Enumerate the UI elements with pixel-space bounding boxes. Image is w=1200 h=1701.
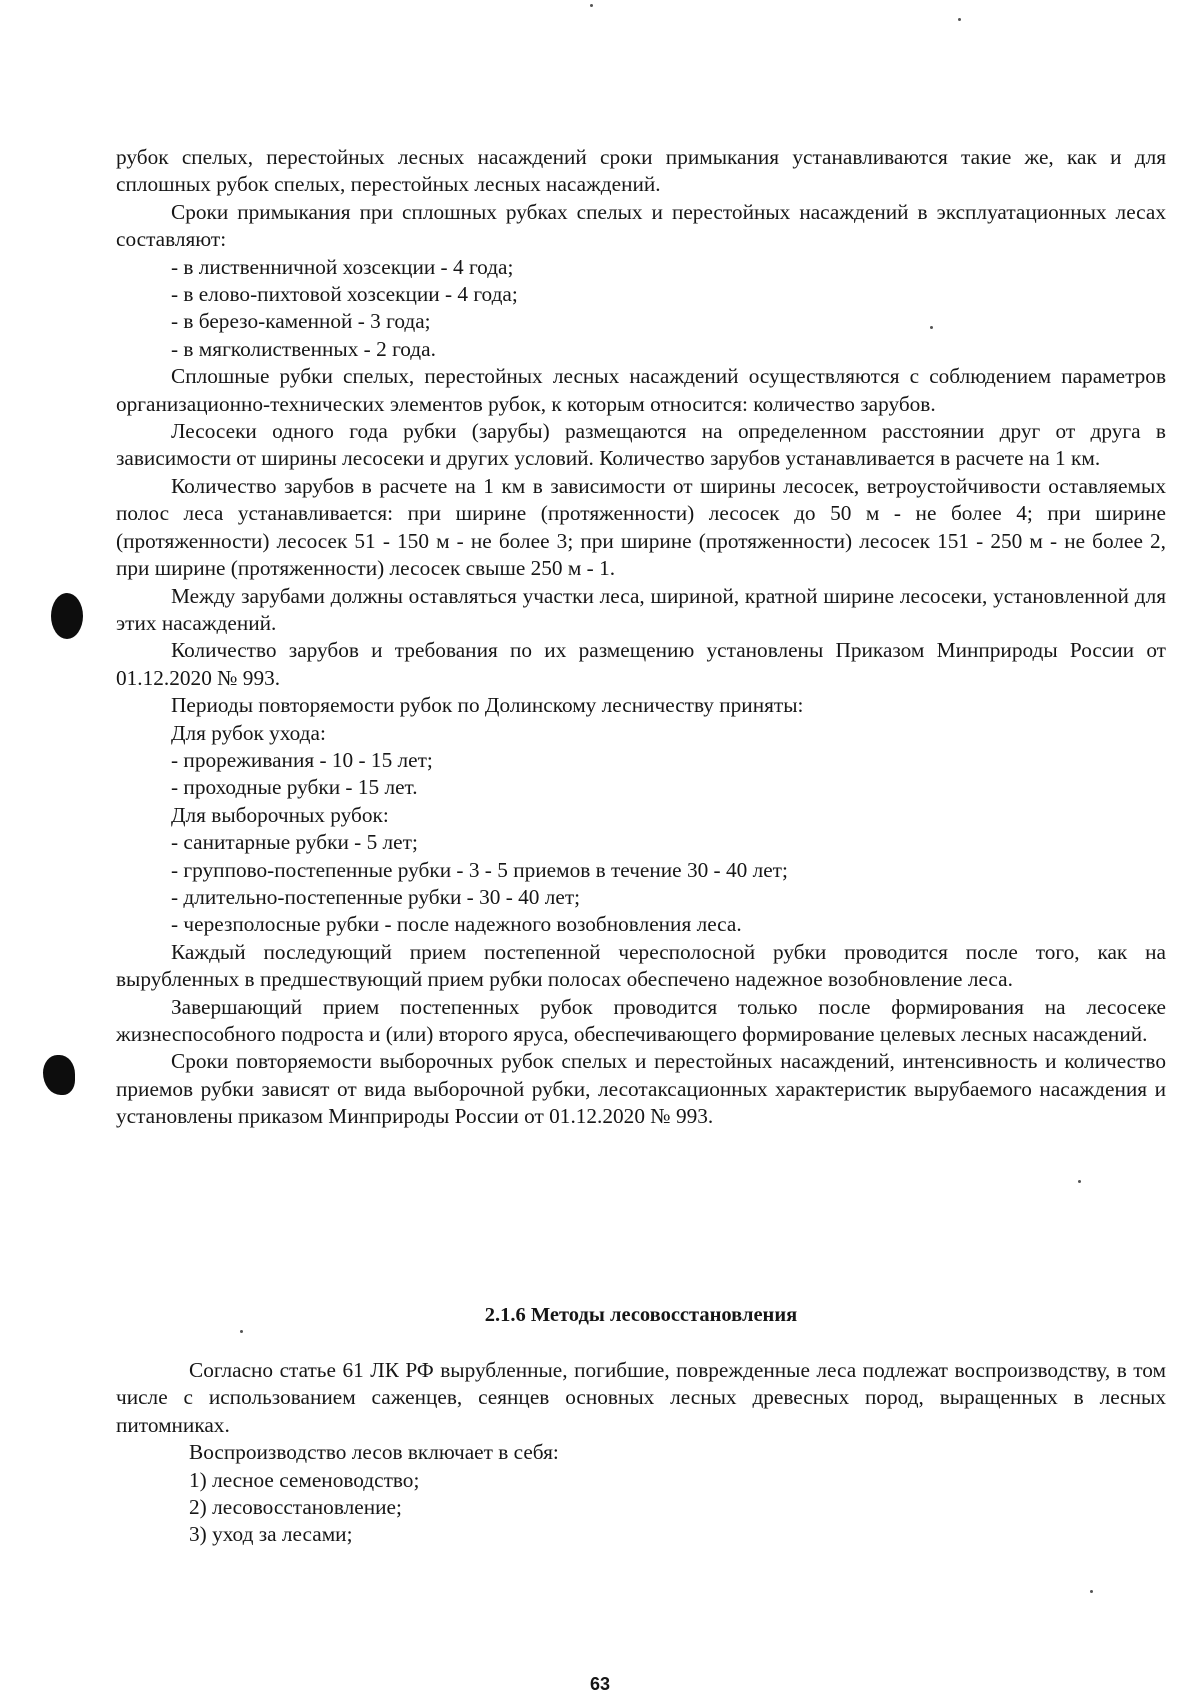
body-text-block (116, 144, 1166, 1131)
scan-speck (240, 1330, 243, 1333)
scan-speck (1078, 1180, 1081, 1183)
list-item: 2) лесовосстановление; (189, 1495, 402, 1520)
paragraph: Между зарубами должны оставляться участки леса, шириной, кратной ширине лесосеки, установленной для этих насаждений. (116, 583, 1166, 635)
page-number: 63 (589, 1674, 611, 1694)
paragraph: Сплошные рубки спелых, перестойных лесных насаждений осуществляются с соблюдением параметров организационно-технических элементов рубок, к которым относится: количество зарубов. (116, 364, 1166, 416)
list-item: - в лиственничной хозсекции - 4 года; (171, 254, 514, 279)
scan-speck (590, 4, 593, 7)
list-item: - группово-постепенные рубки - 3 - 5 приемов в течение 30 - 40 лет; (171, 857, 788, 882)
list-item: 1) лесное семеноводство; (189, 1467, 420, 1492)
scan-speck (958, 18, 961, 21)
list-item: - черезполосные рубки - после надежного возобновления леса. (171, 912, 742, 937)
section-heading: 2.1.6 Методы лесовосстановления (484, 1304, 798, 1326)
list-item: Воспроизводство лесов включает в себя: (189, 1440, 559, 1465)
paragraph: Количество зарубов и требования по их размещению установлены Приказом Минприроды России от 01.12.2020 № 993. (116, 638, 1166, 690)
punch-hole-mark (51, 593, 83, 639)
paragraph: Каждый последующий прием постепенной чересполосной рубки проводится после того, как на вырубленных в предшествующий прием рубки полосах обеспечено надежное возобновление леса. (116, 939, 1166, 992)
list-item: - в елово-пихтовой хозсекции - 4 года; (171, 282, 518, 307)
list-item: - санитарные рубки - 5 лет; (171, 830, 418, 855)
list-item: - прореживания - 10 - 15 лет; (171, 747, 433, 772)
list-item: - в мягколиственных - 2 года. (171, 336, 436, 361)
list-item: - в березо-каменной - 3 года; (171, 309, 431, 334)
paragraph: Сроки примыкания при сплошных рубках спелых и перестойных насаждений в эксплуатационных лесах составляют: (116, 199, 1166, 252)
paragraph: Количество зарубов в расчете на 1 км в зависимости от ширины лесосек, ветроустойчивости оставляемых полос леса устанавливается: при ширине (протяженности) лесосек до 50 м - не более 4; при ширине (протяженности) лесосек 51 - 150 м - не более 3; при ширине (протяженности) лесосек 151 - 250 м - не более 2, при ширине (протяженности) лесосек свыше 250 м - 1. (116, 473, 1166, 581)
scan-speck (1090, 1590, 1093, 1593)
paragraph: Лесосеки одного года рубки (зарубы) размещаются на определенном расстоянии друг от друга в зависимости от ширины лесосеки и других условий. Количество зарубов устанавливается в расчете на 1 км. (116, 419, 1166, 471)
paragraph: Для рубок ухода: (171, 720, 326, 745)
paragraph: рубок спелых, перестойных лесных насаждений сроки примыкания устанавливаются такие же, как и для сплошных рубок спелых, перестойных лесных насаждений. (116, 145, 1166, 197)
punch-hole-mark (43, 1055, 75, 1095)
paragraph: Для выборочных рубок: (171, 802, 389, 827)
list-item: - длительно-постепенные рубки - 30 - 40 лет; (171, 884, 581, 909)
section-text-block (116, 1357, 1166, 1549)
list-item: 3) уход за лесами; (189, 1522, 353, 1547)
list-item: - проходные рубки - 15 лет. (171, 775, 418, 800)
paragraph: Согласно статье 61 ЛК РФ вырубленные, погибшие, поврежденные леса подлежат воспроизводству, в том числе с использованием саженцев, сеянцев основных лесных древесных пород, выращенных в лесных питомниках. (116, 1358, 1166, 1437)
paragraph: Сроки повторяемости выборочных рубок спелых и перестойных насаждений, интенсивность и количество приемов рубки зависят от вида выборочной рубки, лесотаксационных характеристик вырубаемого насаждения и установлены приказом Минприроды России от 01.12.2020 № 993. (116, 1049, 1166, 1129)
paragraph: Периоды повторяемости рубок по Долинскому лесничеству приняты: (171, 693, 804, 718)
paragraph: Завершающий прием постепенных рубок проводится только после формирования на лесосеке жизнеспособного подроста и (или) второго яруса, обеспечивающего формирование целевых лесных насаждений. (116, 994, 1166, 1046)
